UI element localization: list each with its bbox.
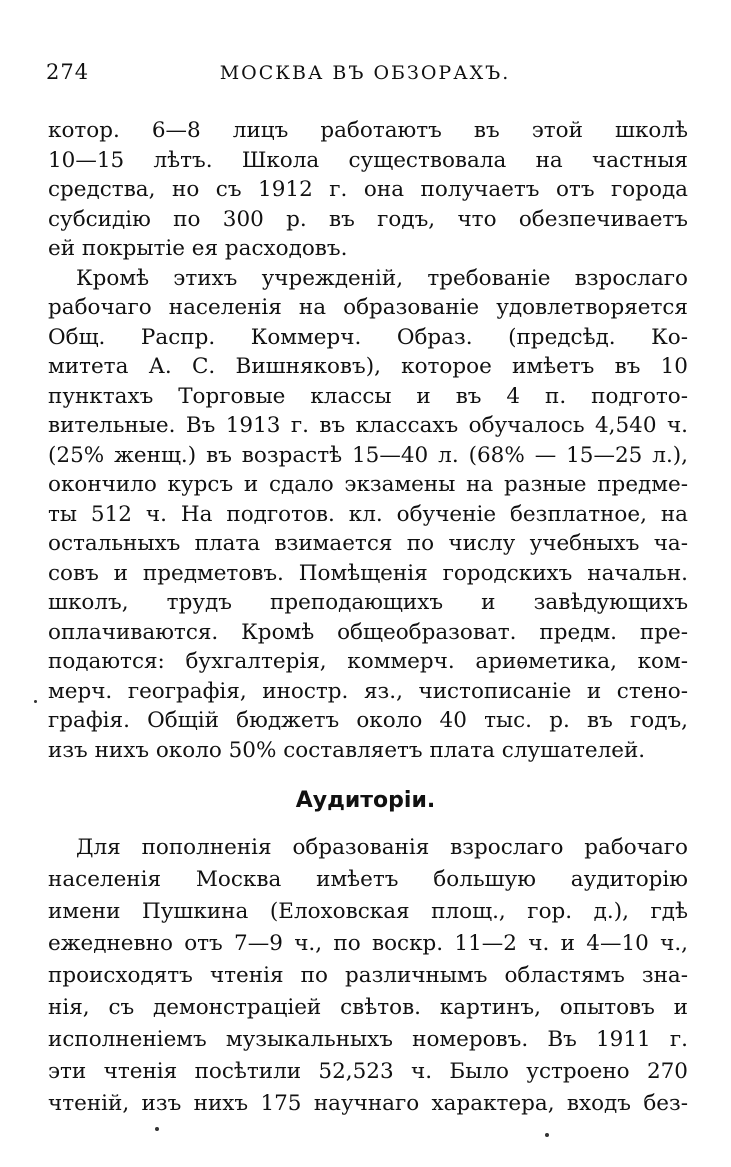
text-line: Общ. Распр. Коммерч. Образ. (предсѣд. Ко- bbox=[48, 324, 688, 350]
text-line: мерч. географія, иностр. яз., чистописаніе и стено- bbox=[48, 678, 688, 704]
section-heading: Аудиторіи. bbox=[295, 788, 436, 813]
text-line: вительные. Въ 1913 г. въ классахъ обучалось 4,540 ч. bbox=[48, 413, 688, 438]
text-line: эти чтенія посѣтили 52,523 ч. Было устроено 270 bbox=[48, 1059, 688, 1084]
text-line: подаются: бухгалтерія, коммерч. ариѳметика, ком- bbox=[48, 649, 688, 674]
text-line: 10—15 лѣтъ. Школа существовала на частныя bbox=[48, 147, 688, 173]
text-line: нія, съ демонстраціей свѣтов. картинъ, опытовъ и bbox=[48, 995, 688, 1020]
text-line: имени Пушкина (Елоховская площ., гор. д.), гдѣ bbox=[48, 899, 688, 924]
text-line: котор. 6—8 лицъ работаютъ въ этой школѣ bbox=[48, 118, 688, 143]
page-header bbox=[40, 60, 690, 94]
page-number: 274 bbox=[46, 60, 90, 84]
text-line: совъ и предметовъ. Помѣщенія городскихъ начальн. bbox=[48, 560, 688, 586]
text-line: пунктахъ Торговые классы и въ 4 п. подгото- bbox=[48, 383, 688, 409]
text-line: исполненіемъ музыкальныхъ номеровъ. Въ 1911 г. bbox=[48, 1027, 688, 1052]
print-speck bbox=[155, 1127, 159, 1131]
text-line: (25% женщ.) въ возрастѣ 15—40 л. (68% — 15—25 л.), bbox=[48, 442, 688, 468]
text-line: рабочаго населенія на образованіе удовлетворяется bbox=[48, 295, 688, 320]
print-speck bbox=[34, 700, 37, 703]
text-line: школъ, трудъ преподающихъ и завѣдующихъ bbox=[48, 590, 688, 615]
text-line: чтеній, изъ нихъ 175 научнаго характера, входъ без- bbox=[48, 1091, 688, 1116]
print-speck bbox=[545, 1133, 549, 1137]
text-line: митета А. С. Вишняковъ), которое имѣетъ въ 10 bbox=[48, 354, 688, 379]
text-line: средства, но съ 1912 г. она получаетъ отъ города bbox=[48, 177, 688, 202]
text-line: изъ нихъ около 50% составляетъ плата слушателей. bbox=[48, 737, 646, 763]
text-line: окончило курсъ и сдало экзамены на разные предме- bbox=[48, 472, 688, 497]
text-line: Кромѣ этихъ учрежденій, требованіе взрослаго bbox=[76, 265, 688, 291]
running-title: МОСКВА ВЪ ОБЗОРАХЪ. bbox=[219, 62, 511, 84]
text-line: ежедневно отъ 7—9 ч., по воскр. 11—2 ч. и 4—10 ч., bbox=[48, 931, 688, 956]
text-line: происходятъ чтенія по различнымъ областямъ зна- bbox=[48, 963, 688, 988]
text-line: графія. Общій бюджетъ около 40 тыс. р. въ годъ, bbox=[48, 708, 688, 733]
text-line: ей покрытіе ея расходовъ. bbox=[48, 236, 348, 261]
text-line: населенія Москва имѣетъ большую аудиторію bbox=[48, 867, 688, 892]
text-line: оплачиваются. Кромѣ общеобразоват. предм. пре- bbox=[48, 619, 688, 645]
text-line: остальныхъ плата взимается по числу учебныхъ ча- bbox=[48, 531, 688, 556]
text-line: ты 512 ч. На подготов. кл. обученіе безплатное, на bbox=[48, 501, 688, 527]
text-line: Для пополненія образованія взрослаго рабочаго bbox=[76, 835, 688, 860]
text-line: субсидію по 300 р. въ годъ, что обезпечиваетъ bbox=[48, 206, 688, 232]
